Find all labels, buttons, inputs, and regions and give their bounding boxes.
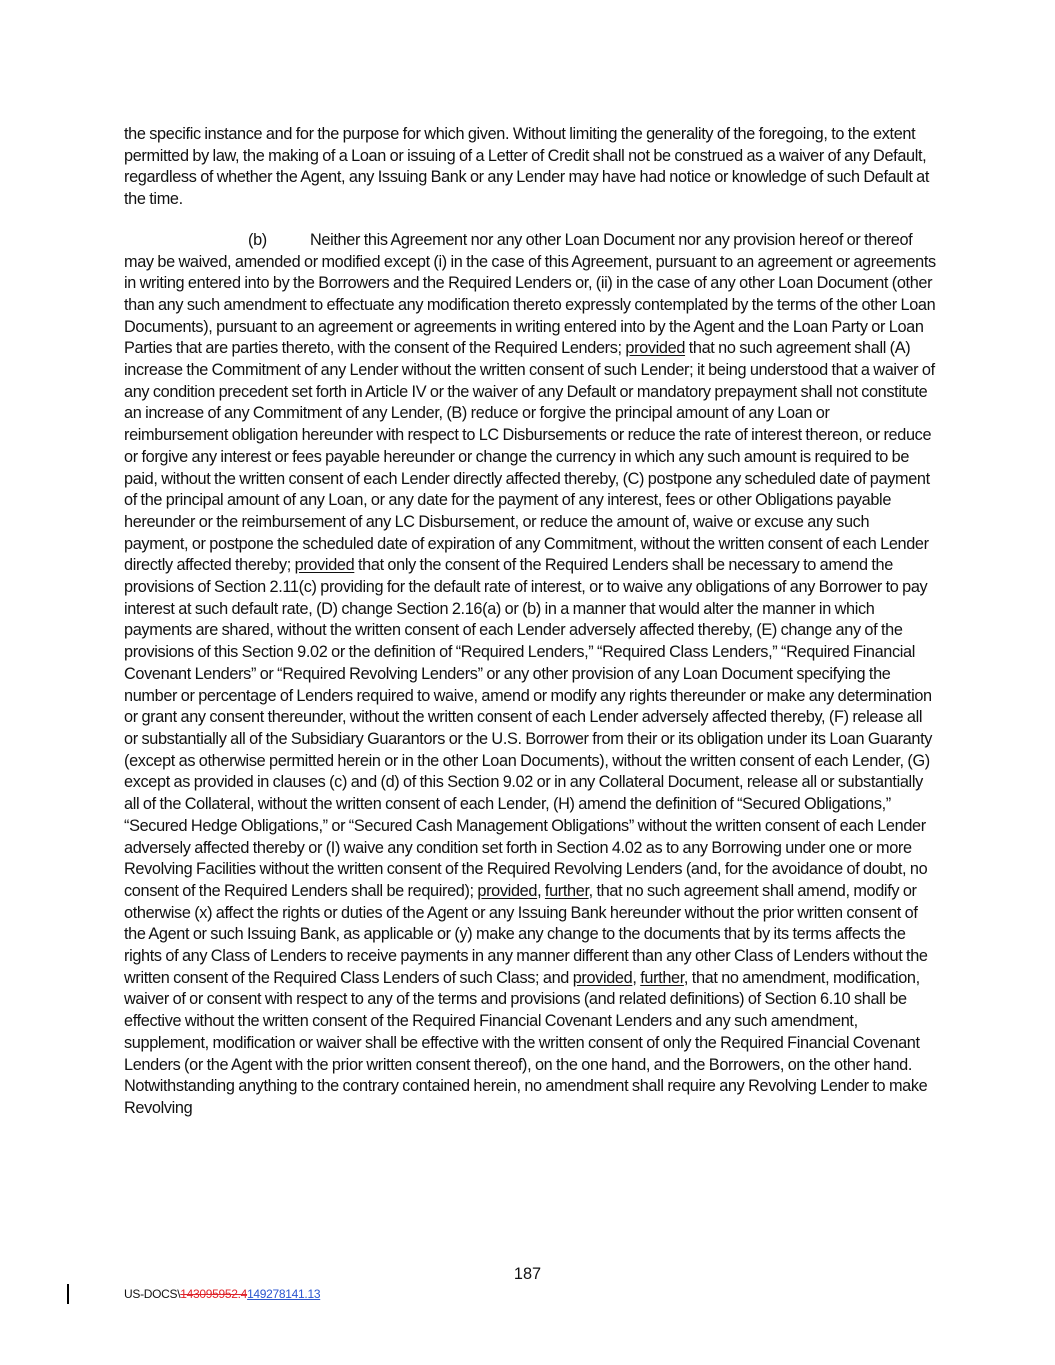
defined-term-provided: provided: [625, 339, 686, 358]
paragraph-number: (b): [248, 230, 267, 249]
paragraph-text: ,: [632, 968, 641, 987]
paragraph-text: ,: [537, 881, 545, 900]
document-footer: [124, 1287, 320, 1301]
defined-term-further: further: [640, 968, 684, 987]
footer-inserted-id: 149278141.13: [247, 1287, 321, 1301]
defined-term-provided: provided: [572, 968, 633, 987]
defined-term-provided: provided: [294, 556, 355, 575]
paragraph-text: , that no amendment, modification, waiver of or consent with respect to any of the terms and provisions (and related definitions) of Section 6.10 shall be effective without the written consent of the Required Financial Covenant Lenders and any such amendment, supplement, modification or waiver shall be effective with the written consent of only the Required Financial Covenant Lenders (or the Agent with the prior written consent thereof), on the one hand, and the Borrowers, on the other hand. Notwithstanding anything to the contrary contained herein, no amendment shall require any Revolving Lender to make Revolving: [124, 968, 928, 1117]
paragraph-text: Neither this Agreement nor any other Loan Document nor any provision hereof or thereof may be waived, amended or modified except (i) in the case of this Agreement, pursuant to an agreement or agreements in writing entered into by the Borrowers and the Required Lenders or, (ii) in the case of any other Loan Document (other than any such amendment to effectuate any modification thereto expressly contemplated by the terms of the other Loan Documents), pursuant to an agreement or agreements in writing entered into by the Agent and the Loan Party or Loan Parties that are parties thereto, with the consent of the Required Lenders;: [124, 230, 936, 358]
footer-prefix: US-DOCS\: [124, 1287, 181, 1301]
paragraph-text: that no such agreement shall (A) increase the Commitment of any Lender without the written consent of such Lender; it being understood that a waiver of any condition precedent set forth in Article IV or the waiver of any Default or mandatory prepayment shall not constitute an increase of any Commitment of any Lender, (B) reduce or forgive the principal amount of any Loan or reimbursement obligation hereunder with respect to LC Disbursements or reduce the rate of interest thereon, or reduce or forgive any interest or fees payable hereunder or change the currency in which any such amount is required to be paid, without the written consent of each Lender directly affected thereby, (C) postpone any scheduled date of payment of the principal amount of any Loan, or any date for the payment of any interest, fees or other Obligations payable hereunder or the reimbursement of any LC Disbursement, or reduce the amount of, waive or excuse any such payment, or postpone the scheduled date of expiration of any Commitment, without the written consent of each Lender directly affected thereby;: [124, 339, 935, 575]
change-bar: [67, 1284, 69, 1304]
footer-deleted-id: 143095952.4: [180, 1287, 248, 1301]
paragraph-text: , that no such agreement shall amend, modify or otherwise (x) affect the rights or duties of the Agent or any Issuing Bank hereunder without the prior written consent of the Agent or such Issuing Bank, as applicable or (y) make any change to the documents that by its terms affects the rights of any Class of Lenders to receive payments in any manner different than any other Class of Lenders without the written consent of the Required Class Lenders of such Class; and: [124, 881, 928, 987]
paragraph-b: [124, 230, 936, 1120]
document-body: [124, 124, 936, 1120]
defined-term-further: further: [544, 881, 589, 900]
paragraph-text: that only the consent of the Required Lenders shall be necessary to amend the provisions of Section 2.11(c) providing for the default rate of interest, or to waive any obligations of any Borrower to pay interest at such default rate, (D) change Section 2.16(a) or (b) in a manner that would alter the manner in which payments are shared, without the written consent of each Lender adversely affected thereby, (E) change any of the provisions of this Section 9.02 or the definition of “Required Lenders,” “Required Class Lenders,” “Required Financial Covenant Lenders” or “Required Revolving Lenders” or any other provision of any Loan Document specifying the number or percentage of Lenders required to waive, amend or modify any rights thereunder or make any determination or grant any consent thereunder, without the written consent of each Lender adversely affected thereby, (F) release all or substantially all of the Subsidiary Guarantors or the U.S. Borrower from their or its obligation under its Loan Guaranty (except as otherwise permitted herein or in the other Loan Documents), without the written consent of each Lender, (G) except as provided in clauses (c) and (d) of this Section 9.02 or in any Collateral Document, release all or substantially all of the Collateral, without the written consent of each Lender, (H) amend the definition of “Secured Obligations,” “Secured Hedge Obligations,” or “Secured Cash Management Obligations” without the written consent of each Lender adversely affected thereby or (I) waive any condition set forth in Section 4.02 as to any Borrowing under one or more Revolving Facilities without the written consent of the Required Revolving Lenders (and, for the avoidance of doubt, no consent of the Required Lenders shall be required);: [124, 556, 933, 900]
paragraph-a: the specific instance and for the purpose for which given. Without limiting the generality of the foregoing, to the extent permitted by law, the making of a Loan or issuing of a Letter of Credit shall not be construed as a waiver of any Default, regardless of whether the Agent, any Issuing Bank or any Lender may have had notice or knowledge of such Default at the time.: [124, 125, 930, 209]
page-number: 187: [513, 1265, 542, 1283]
defined-term-provided: provided: [477, 881, 538, 900]
